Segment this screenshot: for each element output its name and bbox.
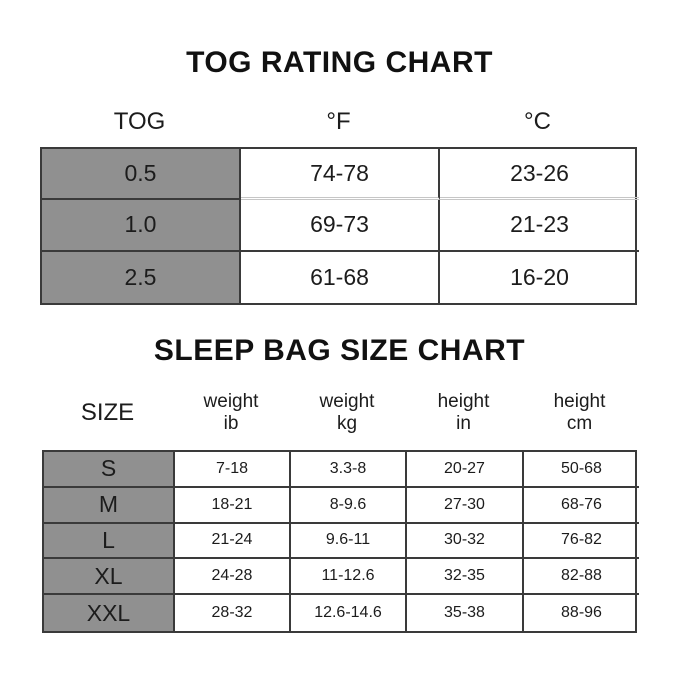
table-cell: 0.5 bbox=[42, 149, 241, 200]
size-column-header: SIZE bbox=[80, 399, 135, 426]
table-cell: 9.6-11 bbox=[291, 524, 407, 560]
tog-chart-title: TOG RATING CHART bbox=[186, 46, 493, 79]
table-cell: 76-82 bbox=[524, 524, 639, 560]
tog-column-header: TOG bbox=[113, 108, 166, 135]
table-cell: 74-78 bbox=[241, 149, 440, 200]
column-header-label: height bbox=[553, 391, 606, 412]
table-cell: 82-88 bbox=[524, 559, 639, 595]
table-cell: S bbox=[44, 452, 175, 488]
table-cell: 32-35 bbox=[407, 559, 524, 595]
table-cell: 69-73 bbox=[241, 200, 440, 251]
tog-table-header-row bbox=[40, 104, 637, 140]
table-cell: 61-68 bbox=[241, 252, 440, 303]
sleep-bag-size-table bbox=[42, 450, 637, 633]
column-header-label: weight bbox=[203, 391, 259, 412]
table-cell: 20-27 bbox=[407, 452, 524, 488]
table-cell: 7-18 bbox=[175, 452, 291, 488]
column-header-label: height bbox=[437, 391, 490, 412]
table-cell: 21-24 bbox=[175, 524, 291, 560]
celsius-column-header: °C bbox=[524, 108, 551, 135]
table-cell: 50-68 bbox=[524, 452, 639, 488]
table-cell: XL bbox=[44, 559, 175, 595]
fahrenheit-column-header: °F bbox=[326, 108, 351, 135]
table-cell: 30-32 bbox=[407, 524, 524, 560]
table-cell: 12.6-14.6 bbox=[291, 595, 407, 631]
height-cm-column-header bbox=[522, 391, 637, 435]
table-cell: 1.0 bbox=[42, 200, 241, 251]
table-cell: XXL bbox=[44, 595, 175, 631]
table-cell: 27-30 bbox=[407, 488, 524, 524]
height-in-column-header bbox=[405, 391, 522, 435]
table-cell: 24-28 bbox=[175, 559, 291, 595]
table-cell: 2.5 bbox=[42, 252, 241, 303]
size-table-header-row bbox=[42, 388, 637, 438]
table-cell: 35-38 bbox=[407, 595, 524, 631]
weight-kg-column-header bbox=[289, 391, 405, 435]
column-header-unit: in bbox=[456, 413, 471, 434]
column-header-label: weight bbox=[319, 391, 375, 412]
table-cell: M bbox=[44, 488, 175, 524]
column-header-unit: cm bbox=[566, 413, 593, 434]
size-chart-title: SLEEP BAG SIZE CHART bbox=[153, 334, 526, 367]
table-cell: 88-96 bbox=[561, 604, 602, 622]
tog-rating-table bbox=[40, 147, 637, 305]
table-cell: 16-20 bbox=[510, 263, 569, 290]
table-cell: 68-76 bbox=[524, 488, 639, 524]
table-cell: 3.3-8 bbox=[291, 452, 407, 488]
column-header-unit: kg bbox=[336, 413, 358, 434]
table-cell: L bbox=[44, 524, 175, 560]
table-cell: 11-12.6 bbox=[291, 559, 407, 595]
column-header-unit: ib bbox=[223, 413, 239, 434]
weight-lb-column-header bbox=[173, 391, 289, 435]
table-cell: 18-21 bbox=[175, 488, 291, 524]
table-cell: 21-23 bbox=[440, 200, 639, 251]
table-cell: 28-32 bbox=[175, 595, 291, 631]
table-cell: 23-26 bbox=[440, 149, 639, 200]
table-cell: 8-9.6 bbox=[291, 488, 407, 524]
